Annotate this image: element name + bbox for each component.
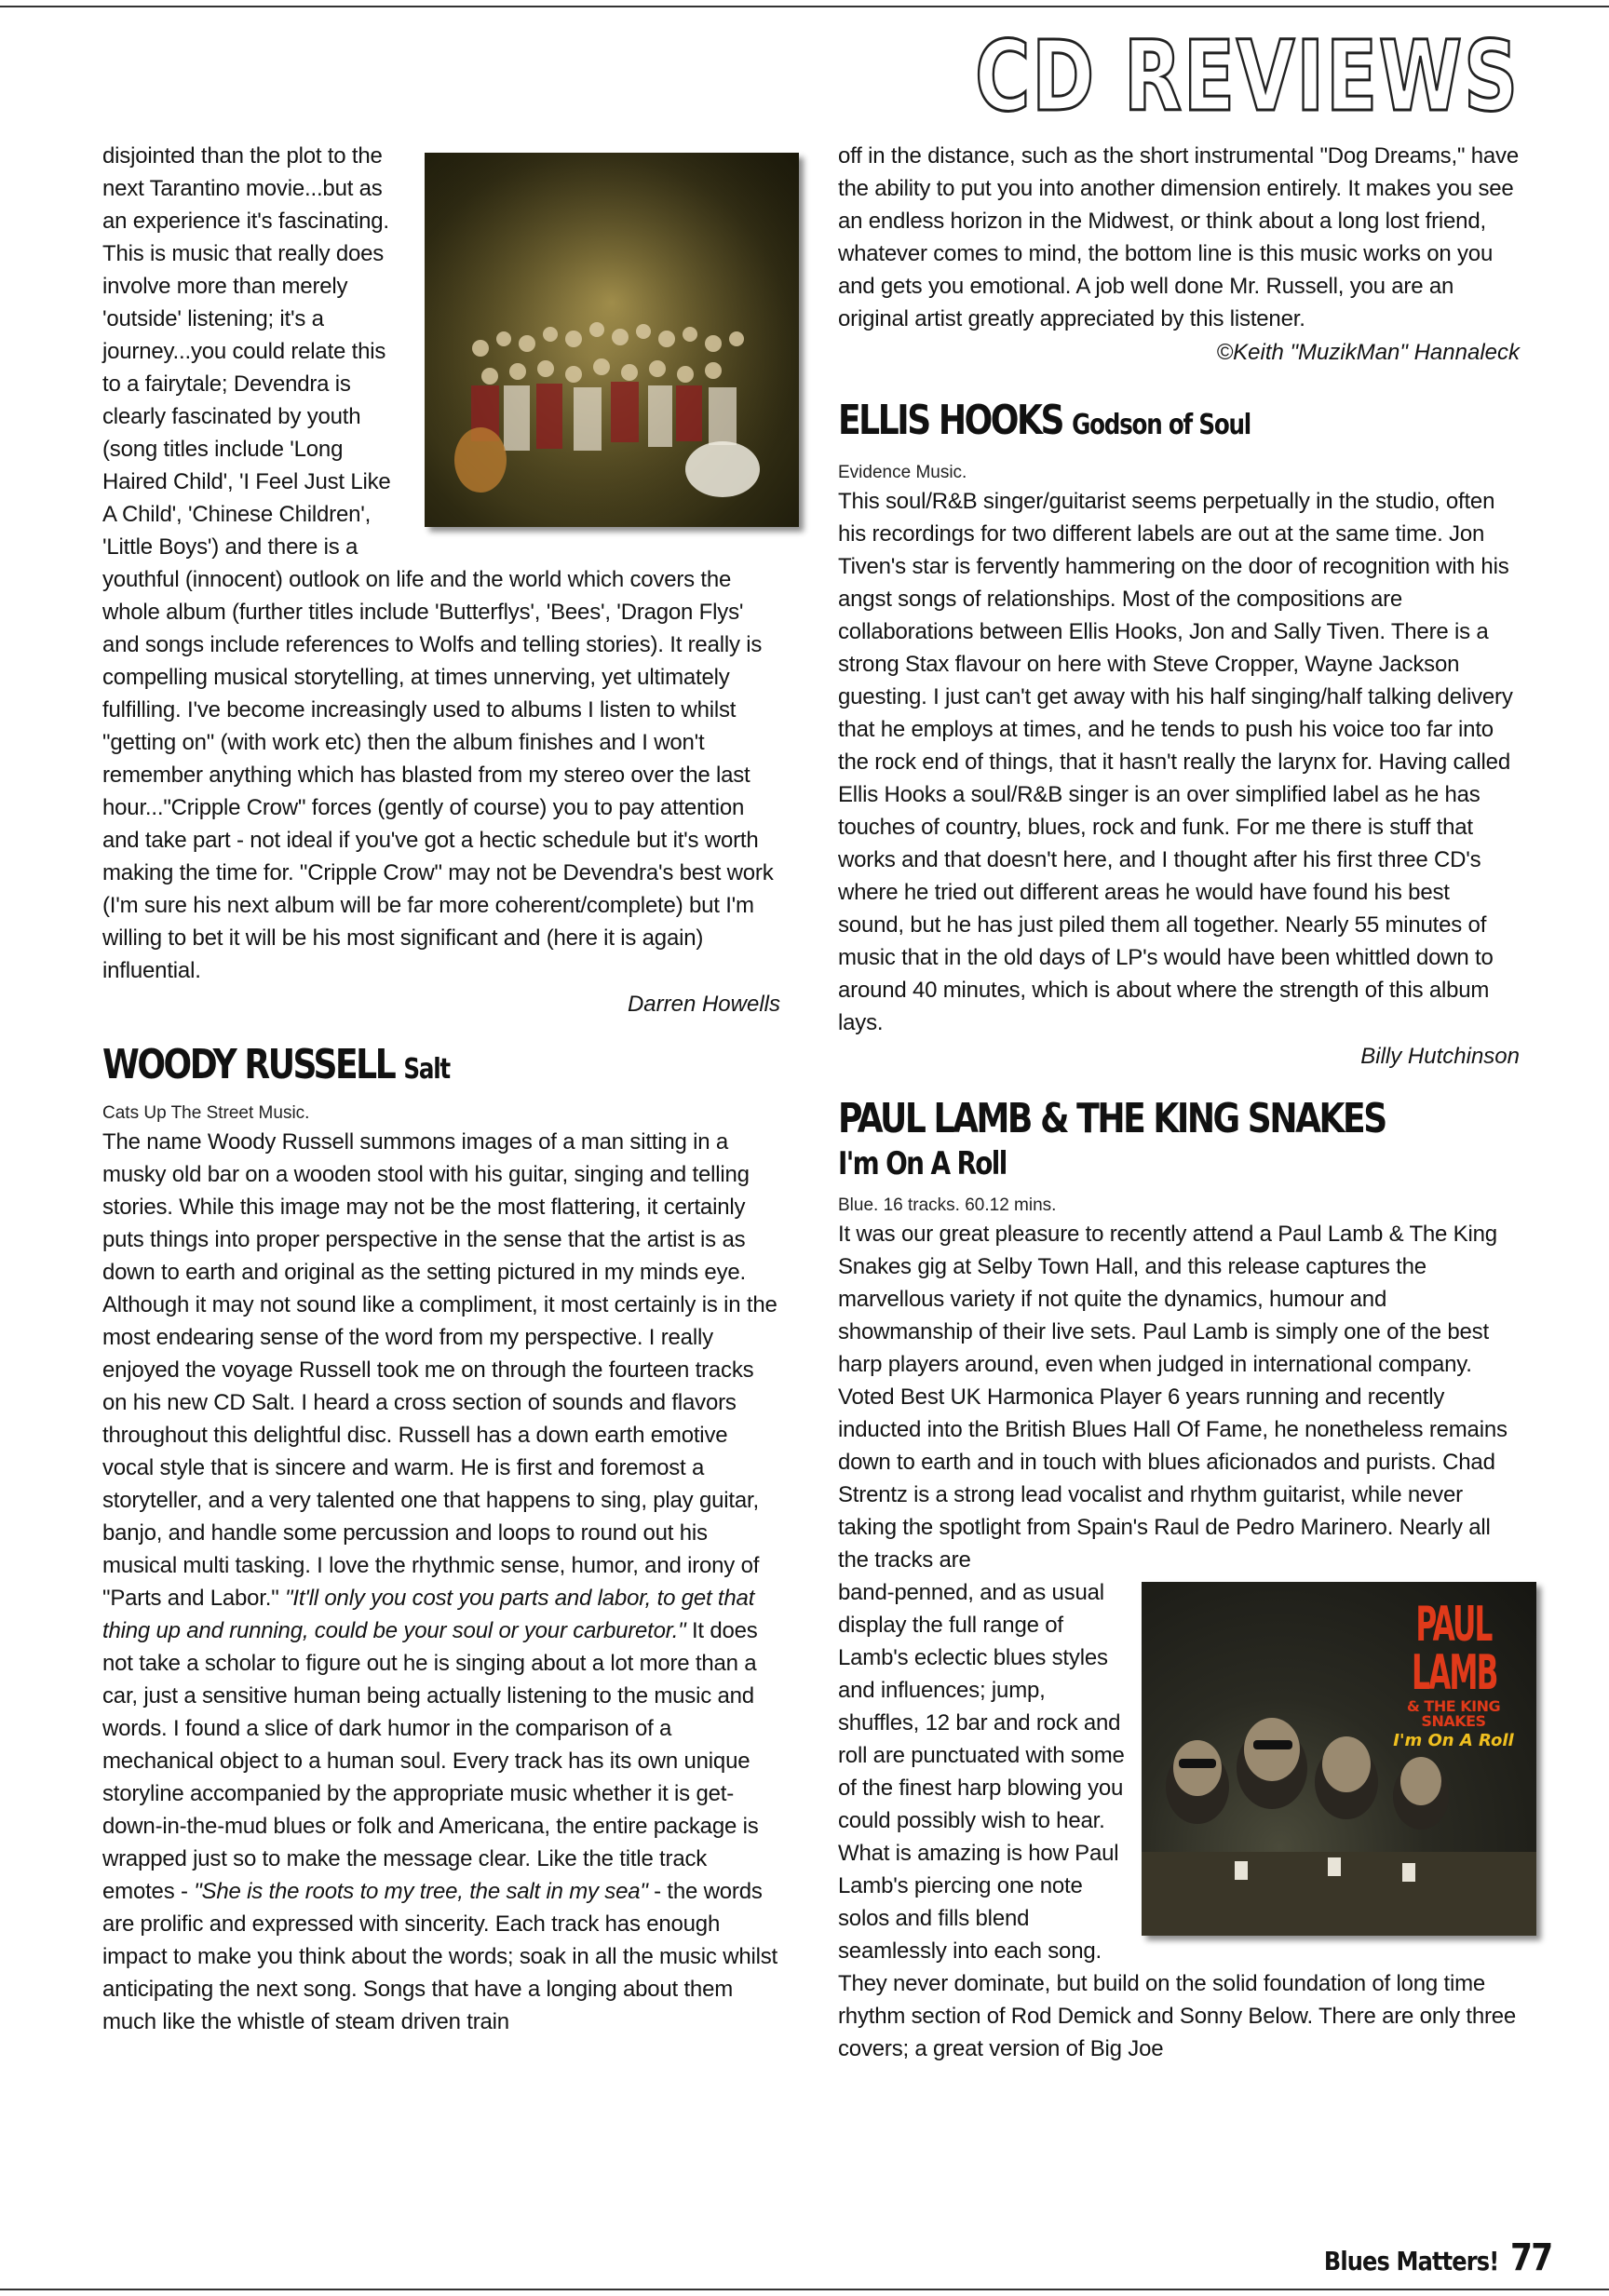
paul-cover-title xyxy=(1384,1597,1523,1750)
woody-artist-name: WOODY RUSSELL xyxy=(102,1041,395,1088)
devendra-review-byline: Darren Howells xyxy=(627,992,780,1017)
woody-quote-1: "It'll only you cost you parts and labor, to get that thing up and running, could be your soul or your carburetor." xyxy=(102,1586,755,1643)
devendra-review-text: disjointed than the plot to the next Tarantino movie...but as an experience it's fascinating. This is music that really does involve more than merely 'outside' listening; it's a journey...you could relate this to a fairytale; Devendra is clearly fascinated by youth (song titles include 'Long Haired Child', 'I Feel Just Like A Child', 'Chinese Children', 'Little Boys') and there is a youthful (innocent) outlook on life and the world which covers the whole album (further titles include 'Butterflys', 'Bees', 'Dragon Flys' and songs include references to Wolfs and telling stories). It really is compelling musical storytelling, at times unnerving, yet ultimately fulfilling. I've become increasingly used to albums I listen to whilst "getting on" (with work etc) then the album finishes and I won't remember anything which has blasted from my stereo over the last hour..."Cripple Crow" forces (gently of course) you to pay attention and take part - not ideal if you've got a hectic schedule but it's worth making the time for. "Cripple Crow" may not be Devendra's best work (I'm sure his next album will be far more coherent/complete) but I'm willing to bet it will be his most significant and (here it is again) influential. xyxy=(102,143,774,983)
group-photo-image xyxy=(425,153,799,527)
woody-review-byline: ©Keith "MuzikMan" Hannaleck xyxy=(1216,340,1520,365)
woody-text-part-3: - the words are prolific and expressed with sincerity. Each track has enough impact to make you think about the words; soak in all the music whilst anticipating the next song. Songs that have a longing about them much like the whistle of steam driven train xyxy=(102,1879,778,2034)
paul-artist-name: PAUL LAMB & THE KING SNAKES xyxy=(838,1095,1386,1142)
woody-review-heading xyxy=(102,1041,658,1094)
ellis-artist-name: ELLIS HOOKS xyxy=(838,397,1063,444)
ellis-album-title: Godson of Soul xyxy=(1072,409,1251,441)
paul-review-text-1: It was our great pleasure to recently attend a Paul Lamb & The King Snakes gig at Selby Town Hall, and this release captures the marvellous variety if not quite the dynamics, humour and showmanship of their live sets. Paul Lamb is simply one of the best harp players around, even when judged in international company. Voted Best UK Harmonica Player 6 years running and recently inducted into the British Blues Hall Of Fame, he nonetheless remains down to earth and in touch with blues aficionados and purists. Chad Strentz is a strong lead vocalist and rhythm guitarist, while never taking the spotlight from Spain's Raul de Pedro Marinero. Nearly all the tracks are xyxy=(838,1222,1508,1573)
paul-review-text-2: band-penned, and as usual display the full range of Lamb's eclectic blues styles and influences; jump, shuffles, 12 bar and rock and roll are punctuated with some of the finest harp blowing you could possibly wish to hear. What is amazing is how Paul Lamb's piercing one note solos and fills blend seamlessly into each song. They never dominate, but build on the solid foundation of long time rhythm section of Rod Demick and Sonny Below. There are only three covers; a great version of Big Joe xyxy=(838,1580,1517,2061)
left-column xyxy=(102,140,780,2038)
woody-review-text xyxy=(102,1126,780,2038)
magazine-name: Blues Matters! xyxy=(1323,2246,1498,2276)
section-title: CD REVIEWS xyxy=(975,20,1520,133)
woody-russell-review xyxy=(102,1041,780,2038)
woody-record-label: Cats Up The Street Music. xyxy=(102,1103,310,1123)
ellis-review-heading xyxy=(838,397,1397,450)
right-column xyxy=(838,140,1520,2065)
page-footer xyxy=(1323,2236,1551,2279)
paul-cover-title-line1: PAUL LAMB xyxy=(1412,1597,1497,1701)
devendra-album-cover xyxy=(425,153,799,527)
paul-lamb-album-cover xyxy=(1142,1582,1536,1936)
woody-quote-2: "She is the roots to my tree, the salt in my sea" xyxy=(194,1879,648,1904)
woody-album-title: Salt xyxy=(403,1053,450,1086)
woody-text-part-2: It does not take a scholar to figure out he is singing about a lot more than a car, just a sensitive human being actually listening to the music and words. I found a slice of dark humor in the comparison of a mechanical object to a human soul. Every track has its own unique storyline accompanied by the appropriate music whether it is get-down-in-the-mud blues or folk and Americana, the entire package is wrapped just so to make the message clear. Like the title track emotes - xyxy=(102,1618,759,1904)
ellis-record-label: Evidence Music. xyxy=(838,463,967,482)
page-bottom-rule xyxy=(0,2289,1609,2290)
paul-lamb-review xyxy=(838,1095,1520,2065)
ellis-review-byline: Billy Hutchinson xyxy=(1360,1044,1520,1069)
paul-record-label: Blue. 16 tracks. 60.12 mins. xyxy=(838,1195,1057,1215)
page-number: 77 xyxy=(1509,2236,1551,2279)
woody-text-part-1: The name Woody Russell summons images of a man sitting in a musky old bar on a wooden stool with his guitar, singing and telling stories. While this image may not be the most flattering, it certainly puts things into proper perspective in the sense that the artist is as down to earth and original as the setting pictured in my minds eye. Although it may not sound like a compliment, it most certainly is in the most endearing sense of the word from my perspective. I really enjoyed the voyage Russell took me on through the fourteen tracks on his new CD Salt. I heard a cross section of sounds and flavors throughout this delightful disc. Russell has a down earth emotive vocal style that is sincere and warm. He is first and foremost a storyteller, and a very talented one that happens to sing, play guitar, banjo, and handle some percussion and loops to round out his musical multi tasking. I love the rhythmic sense, humor, and irony of "Parts and Labor." xyxy=(102,1129,777,1611)
paul-cover-title-line2: & THE KING SNAKES xyxy=(1406,1697,1501,1730)
paul-cover-title-line3: I'm On A Roll xyxy=(1393,1731,1514,1750)
paul-album-title: I'm On A Roll xyxy=(838,1145,1007,1182)
page-top-rule xyxy=(0,6,1609,7)
ellis-review-text: This soul/R&B singer/guitarist seems perpetually in the studio, often his recordings for two different labels are out at the same time. Jon Tiven's star is fervently hammering on the door of recognition with his angst songs of relationships. Most of the compositions are collaborations between Ellis Hooks, Jon and Sally Tiven. There is a strong Stax flavour on here with Steve Cropper, Wayne Jackson guesting. I just can't get away with his half singing/half talking delivery that he employs at times, and he tends to push his voice too far into the rock end of things, that it hasn't really the larynx for. Having called Ellis Hooks a soul/R&B singer is an over simplified label as he has touches of country, blues, rock and funk. For me there is stuff that works and that doesn't here, and I thought after his first three CD's where he tried out different areas he would have found his best sound, but he has just piled them all together. Nearly 55 minutes of music that in the old days of LP's would have been whittled down to around 40 minutes, which is about where the strength of this album lays. xyxy=(838,489,1513,1035)
ellis-hooks-review xyxy=(838,397,1520,1073)
woody-review-continued: off in the distance, such as the short instrumental "Dog Dreams," have the ability to put you into another dimension entirely. It makes you see an endless horizon in the Midwest, or think about a long lost friend, whatever comes to mind, the bottom line is this music works on you and gets you emotional. A job well done Mr. Russell, you are an original artist greatly appreciated by this listener. xyxy=(838,143,1519,331)
